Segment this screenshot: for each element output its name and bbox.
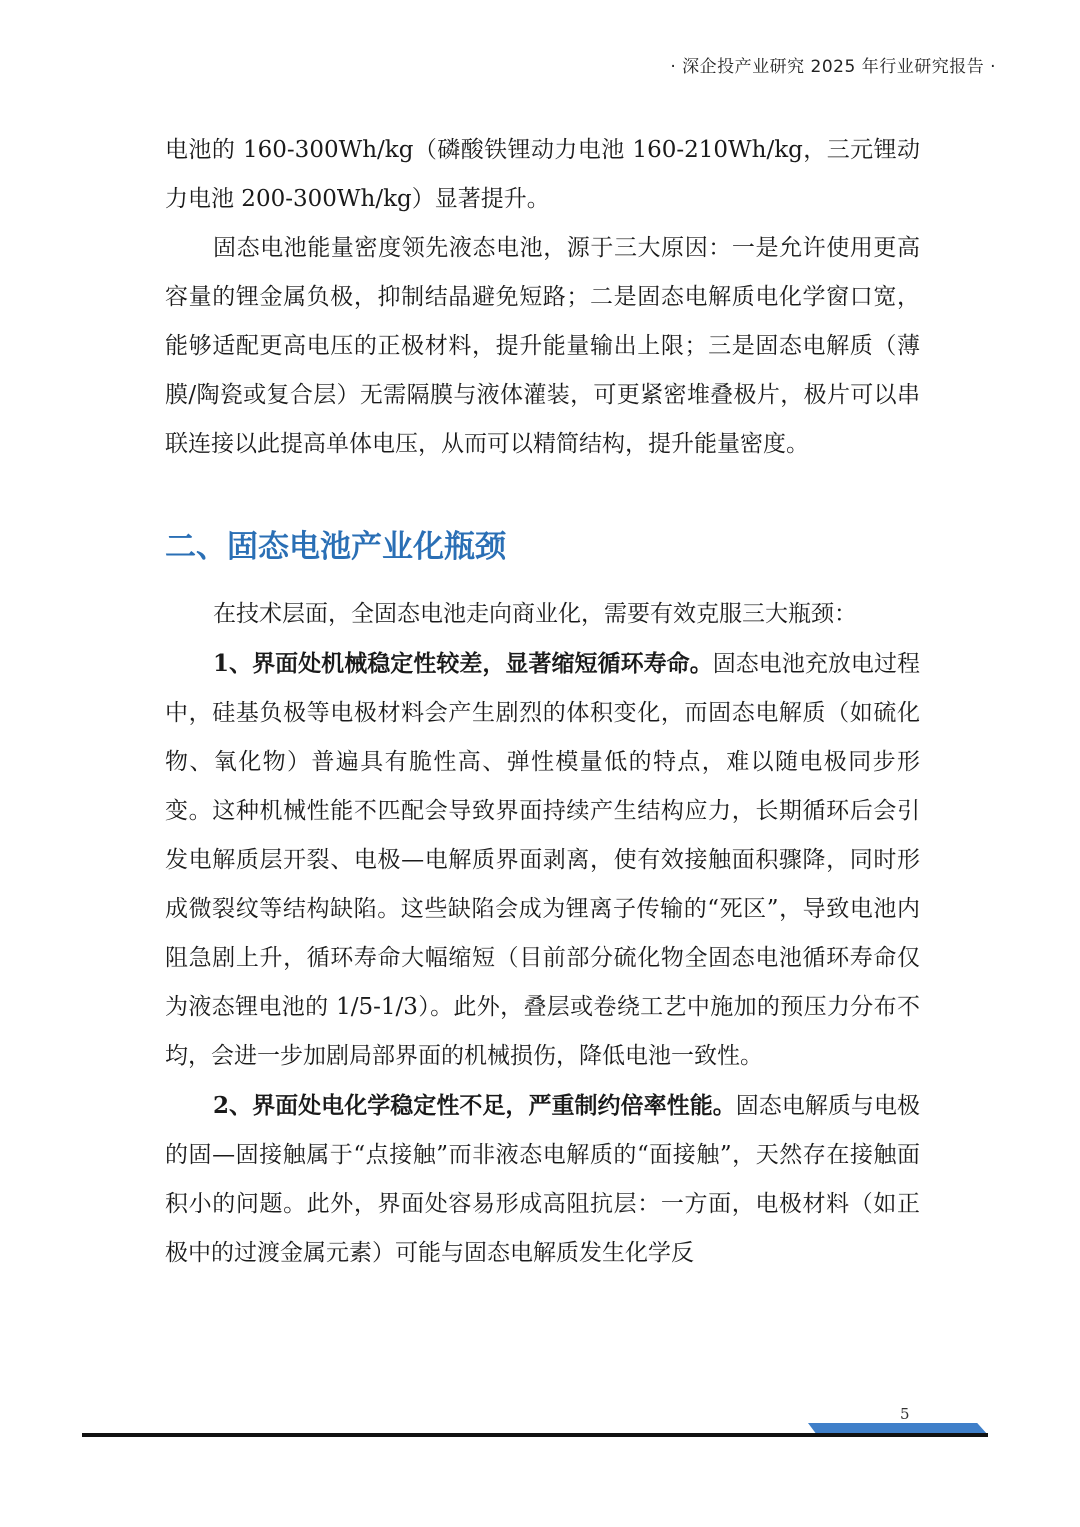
section-intro: 在技术层面，全固态电池走向商业化，需要有效克服三大瓶颈： [213,601,857,627]
point-2-text: 固态电解质与电极的固—固接触属于“点接触”而非液态电解质的“面接触”，天然存在接触面积小的问题。此外，界面处容易形成高阻抗层：一方面，电极材料（如正极中的过渡金属元素）可能与固态电解质发生化学反 [165,1093,920,1266]
point-1-text: 固态电池充放电过程中，硅基负极等电极材料会产生剧烈的体积变化，而固态电解质（如硫化物、氧化物）普遍具有脆性高、弹性模量低的特点，难以随电极同步形变。这种机械性能不匹配会导致界面持续产生结构应力，长期循环后会引发电解质层开裂、电极—电解质界面剥离，使有效接触面积骤降，同时形成微裂纹等结构缺陷。这些缺陷会成为锂离子传输的“死区”，导致电池内阻急剧上升，循环寿命大幅缩短（目前部分硫化物全固态电池循环寿命仅为液态锂电池的 1/5-1/3）。此外，叠层或卷绕工艺中施加的预压力分布不均，会进一步加剧局部界面的机械损伤，降低电池一致性。 [165,651,920,1069]
page-number: 5 [900,1405,910,1423]
bottleneck-point-1 [165,639,920,1081]
bottleneck-point-2 [165,1081,920,1278]
document-body [165,126,920,1278]
point-1-heading: 1、界面处机械稳定性较差，显著缩短循环寿命。 [213,650,713,677]
page-header: · 深企投产业研究 2025 年行业研究报告 · [670,57,996,77]
section-title: 二、固态电池产业化瓶颈 [165,529,506,565]
paragraph-energy-density: 固态电池能量密度领先液态电池，源于三大原因：一是允许使用更高容量的锂金属负极，抑制结晶避免短路；二是固态电解质电化学窗口宽，能够适配更高电压的正极材料，提升能量输出上限；三是固态电解质（薄膜/陶瓷或复合层）无需隔膜与液体灌装，可更紧密堆叠极片，极片可以串联连接以此提高单体电压，从而可以精简结构，提升能量密度。 [165,235,920,457]
footer-rule [82,1433,988,1437]
point-2-heading: 2、界面处电化学稳定性不足，严重制约倍率性能。 [213,1092,736,1119]
paragraph-continuation: 电池的 160-300Wh/kg（磷酸铁锂动力电池 160-210Wh/kg，三元锂动力电池 200-300Wh/kg）显著提升。 [165,137,920,212]
